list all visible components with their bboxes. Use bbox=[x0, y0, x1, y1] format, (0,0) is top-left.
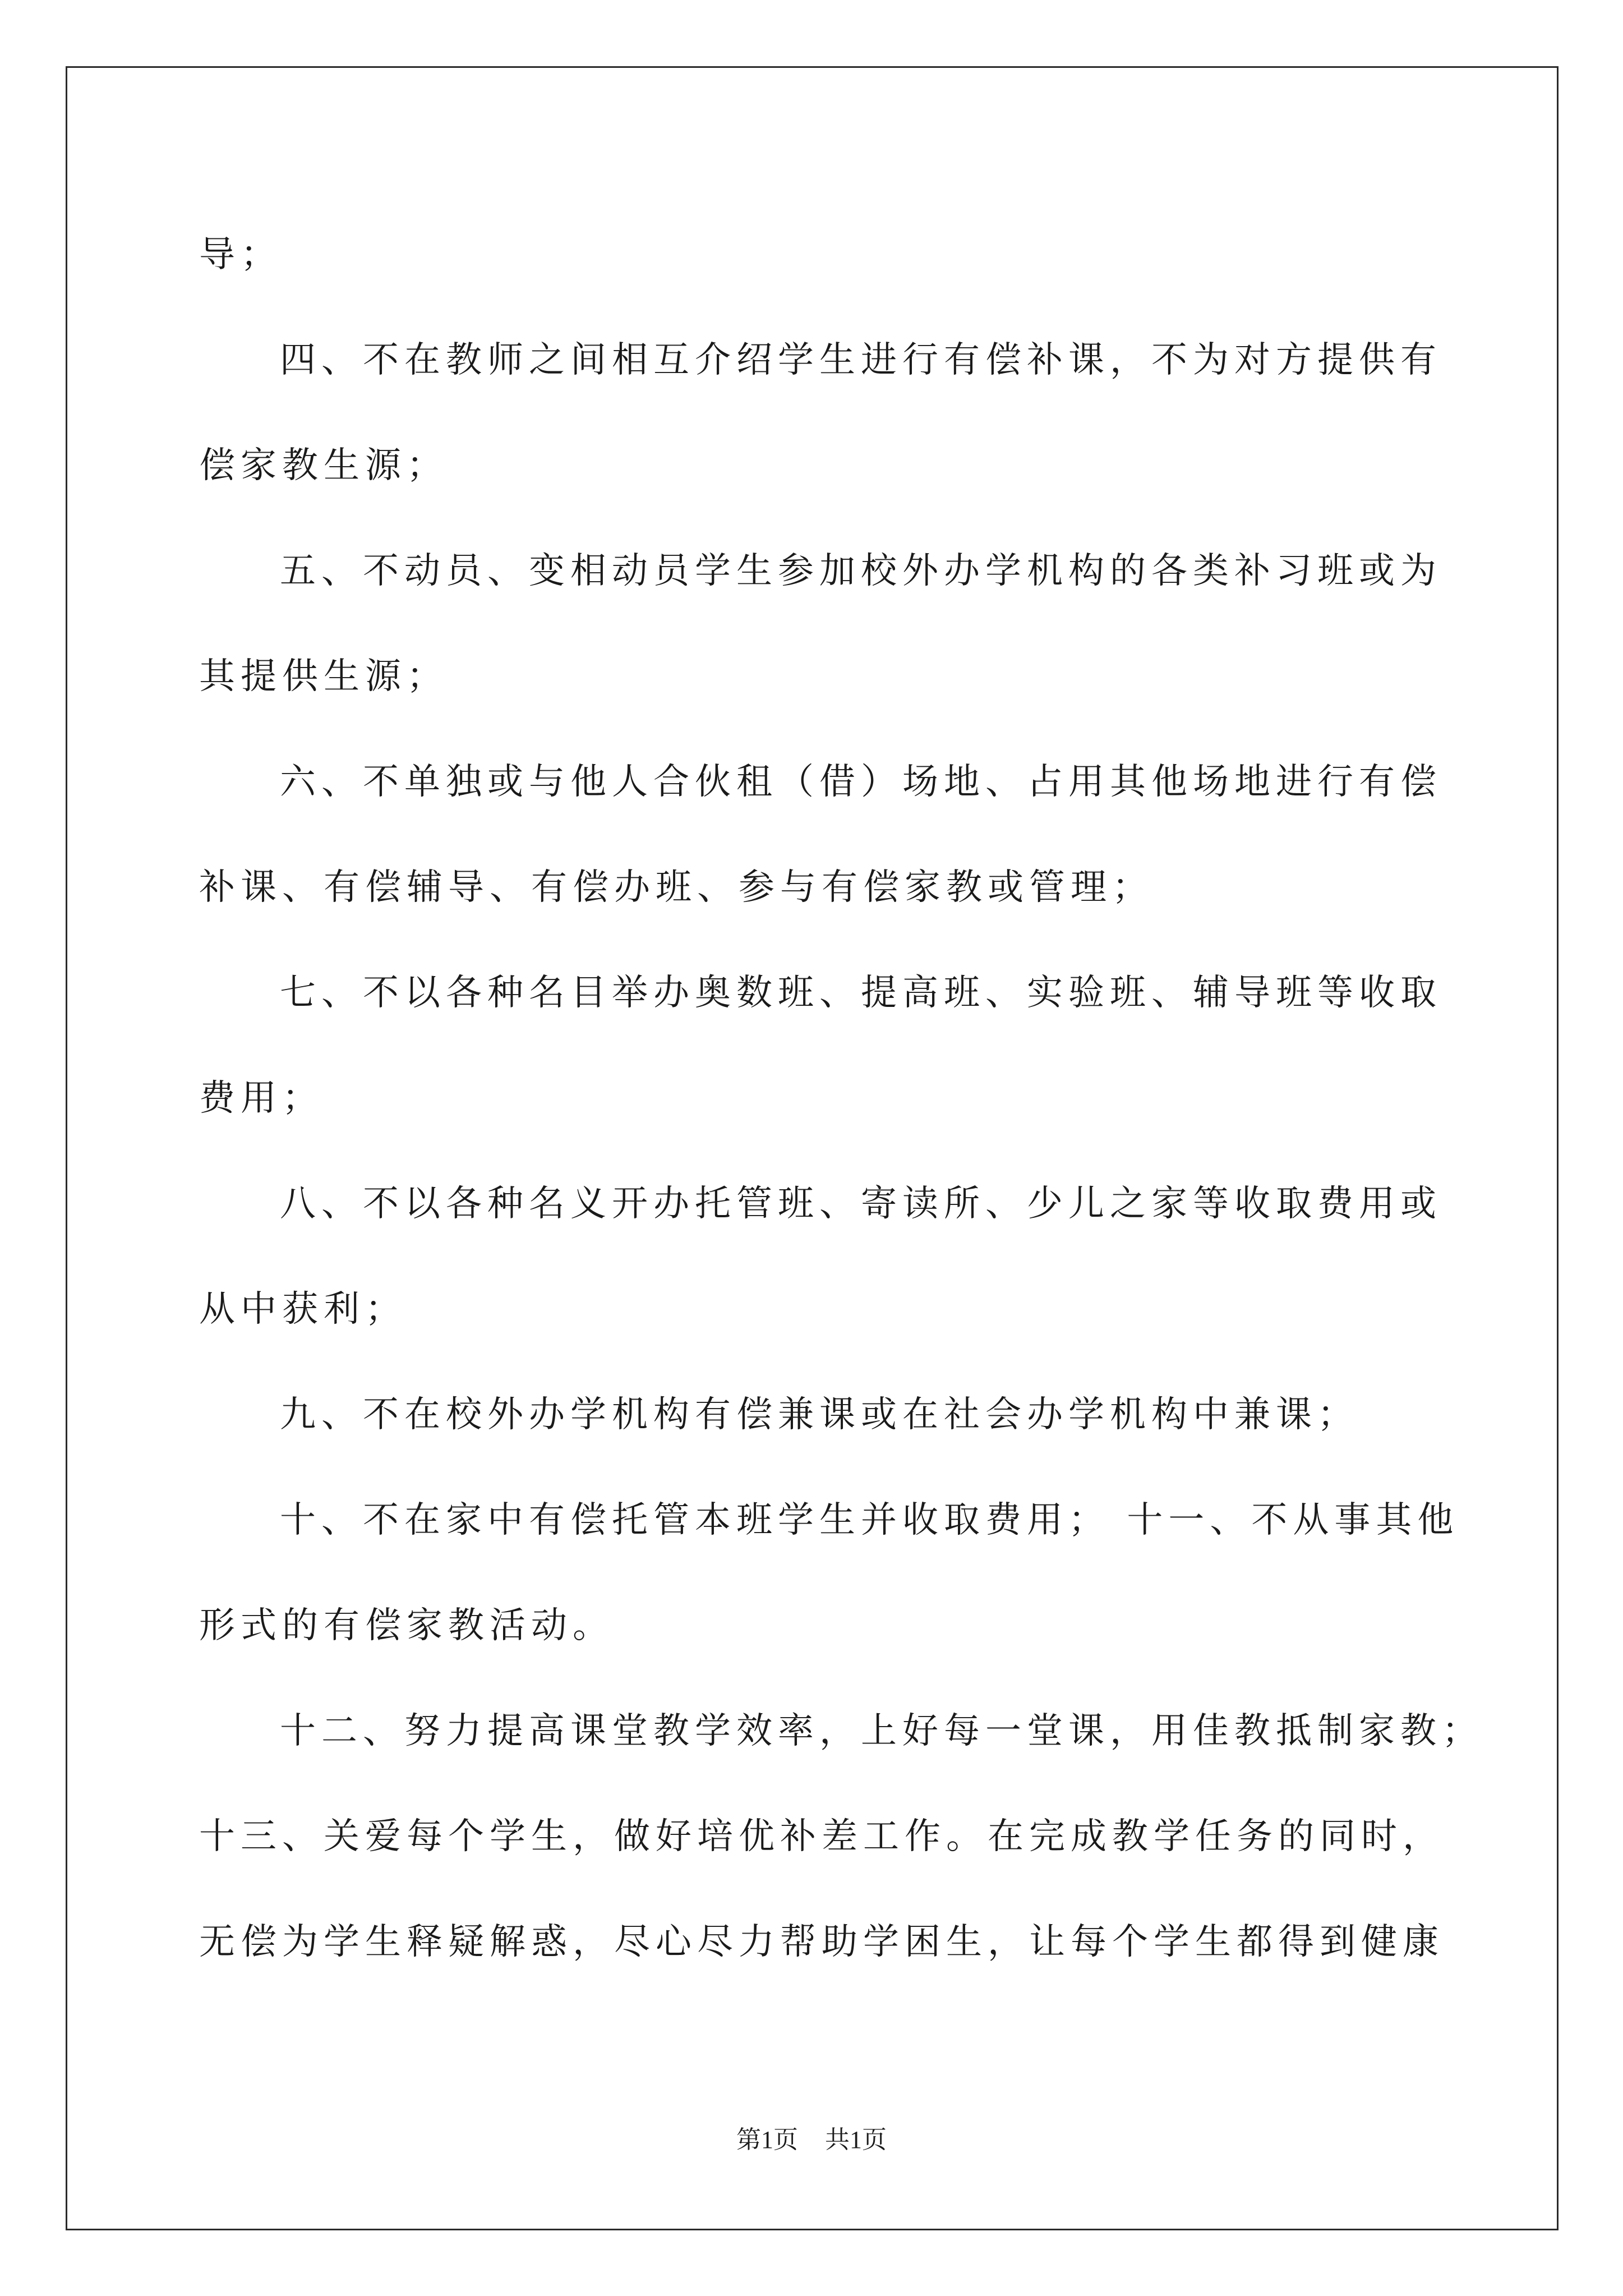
text-line: 偿家教生源； bbox=[199, 445, 448, 486]
text-line: 导； bbox=[199, 234, 282, 275]
text-line: 六、不单独或与他人合伙租（借）场地、占用其他场地进行有偿 bbox=[280, 761, 1442, 803]
page-number: 第1页 bbox=[736, 2126, 798, 2154]
text-line: 十二、努力提高课堂教学效率，上好每一堂课，用佳教抵制家教； bbox=[280, 1710, 1483, 1752]
text-line: 费用； bbox=[199, 1078, 324, 1119]
text-line: 从中获利； bbox=[199, 1289, 407, 1330]
page-total: 共1页 bbox=[825, 2126, 887, 2154]
text-line: 七、不以各种名目举办奥数班、提高班、实验班、辅导班等收取 bbox=[280, 972, 1442, 1014]
text-line: 十三、关爱每个学生，做好培优补差工作。在完成教学任务的同时， bbox=[199, 1816, 1444, 1857]
text-line: 八、不以各种名义开办托管班、寄读所、少儿之家等收取费用或 bbox=[280, 1183, 1442, 1225]
text-line: 无偿为学生释疑解惑，尽心尽力帮助学困生，让每个学生都得到健康 bbox=[199, 1921, 1444, 1963]
text-line: 四、不在教师之间相互介绍学生进行有偿补课，不为对方提供有 bbox=[280, 339, 1442, 381]
text-line: 九、不在校外办学机构有偿兼课或在社会办学机构中兼课； bbox=[280, 1394, 1359, 1435]
text-line: 十、不在家中有偿托管本班学生并收取费用； 十一、不从事其他 bbox=[280, 1499, 1459, 1541]
text-line: 五、不动员、变相动员学生参加校外办学机构的各类补习班或为 bbox=[280, 550, 1442, 592]
document-body bbox=[199, 202, 1483, 1995]
text-line: 补课、有偿辅导、有偿办班、参与有偿家教或管理； bbox=[199, 867, 1154, 908]
text-line: 其提供生源； bbox=[199, 656, 448, 697]
text-line: 形式的有偿家教活动。 bbox=[199, 1605, 614, 1646]
page-footer bbox=[0, 2119, 1623, 2155]
